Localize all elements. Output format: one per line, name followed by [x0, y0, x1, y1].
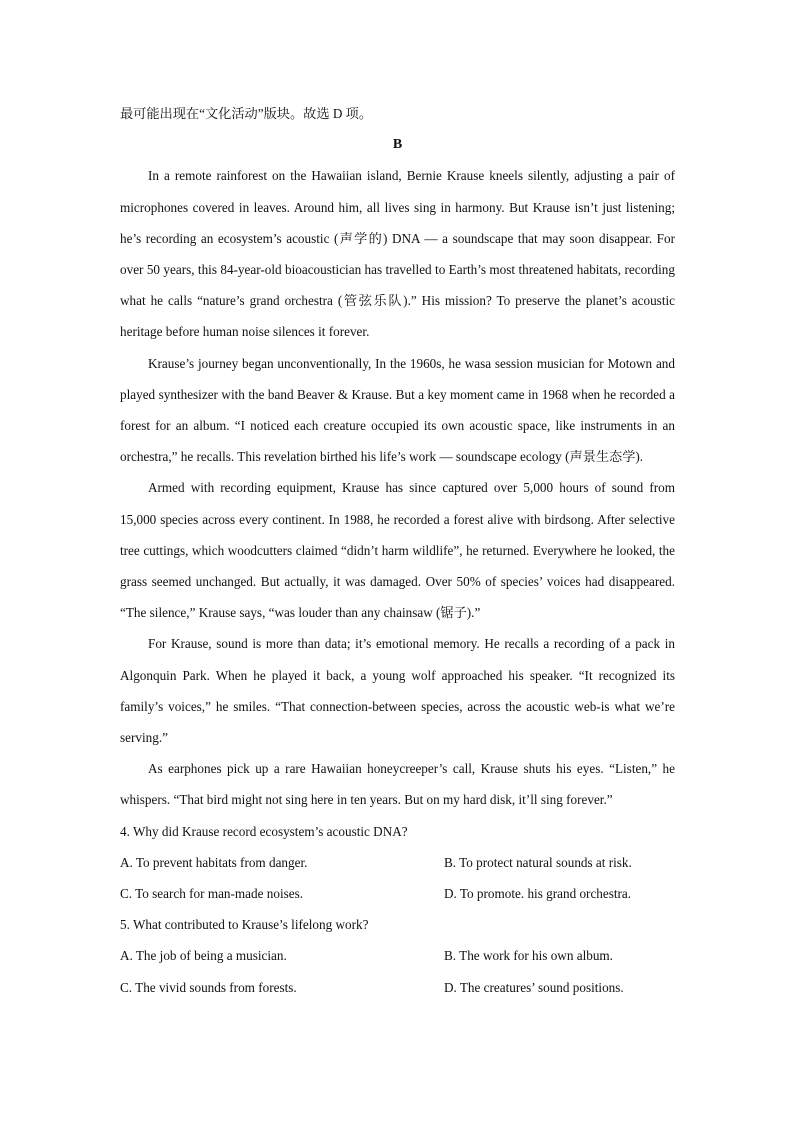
passage-paragraph-1: In a remote rainforest on the Hawaiian island, Bernie Krause kneels silently, adjusting a pair of microphones covered in leaves. Around him, all lives sing in harmony. But Krause isn’t just listening; he’s recording an ecosystem’s acoustic (声学的) DNA — a soundscape that may soon disappear. For over 50 years, this 84-year-old bioacoustician has travelled to Earth’s most threatened habitats, recording what he calls “nature’s grand orchestra (管弦乐队).” His mission? To preserve the planet’s acoustic heritage before human noise silences it forever. [120, 168, 675, 340]
question-5-option-b: B. The work for his own album. [444, 948, 613, 964]
question-4-option-d: D. To promote. his grand orchestra. [444, 886, 632, 902]
question-5-options [120, 940, 675, 1002]
question-5-option-d: D. The creatures’ sound positions. [444, 979, 624, 995]
question-4-option-c: C. To search for man-made noises. [120, 886, 304, 902]
previous-answer-line: 最可能出现在“文化活动”版块。故选 D 项。 [120, 106, 373, 121]
passage-paragraph-3: Armed with recording equipment, Krause has since captured over 5,000 hours of sound from 15,000 species across every continent. In 1988, he recorded a forest alive with birdsong. After selective tree cuttings, which woodcutters claimed “didn’t harm wildlife”, he returned. Everywhere he looked, the grass seemed unchanged. But actually, it was damaged. Over 50% of species’ voices had disappeared. “The silence,” Krause says, “was louder than any chainsaw (锯子).” [120, 480, 675, 621]
passage-paragraph-2: Krause’s journey began unconventionally, In the 1960s, he wasa session musician for Motown and played synthesizer with the band Beaver & Krause. But a key moment came in 1968 when he recorded a forest for an album. “I noticed each creature occupied its own acoustic space, like instruments in an orchestra,” he recalls. This revelation birthed his life’s work — soundscape ecology (声景生态学). [120, 355, 675, 465]
question-4-stem: 4. Why did Krause record ecosystem’s acoustic DNA? [120, 823, 408, 839]
passage-paragraph-4: For Krause, sound is more than data; it’s emotional memory. He recalls a recording of a pack in Algonquin Park. When he played it back, a young wolf approached his speaker. “It recognized its family’s voices,” he smiles. “That connection-between species, across the acoustic web-is what we’re serving.” [120, 636, 675, 746]
question-4-option-b: B. To protect natural sounds at risk. [444, 854, 632, 870]
question-4-option-a: A. To prevent habitats from danger. [120, 854, 308, 870]
document-page [120, 98, 675, 1003]
question-5-option-a: A. The job of being a musician. [120, 948, 287, 964]
question-5-stem: 5. What contributed to Krause’s lifelong work? [120, 917, 369, 933]
question-5-option-c: C. The vivid sounds from forests. [120, 979, 297, 995]
question-4-options [120, 847, 675, 909]
section-heading: B [392, 137, 403, 153]
passage-paragraph-5: As earphones pick up a rare Hawaiian honeycreeper’s call, Krause shuts his eyes. “Listen,” he whispers. “That bird might not sing here in ten years. But on my hard disk, it’ll sing forever.” [120, 761, 675, 808]
